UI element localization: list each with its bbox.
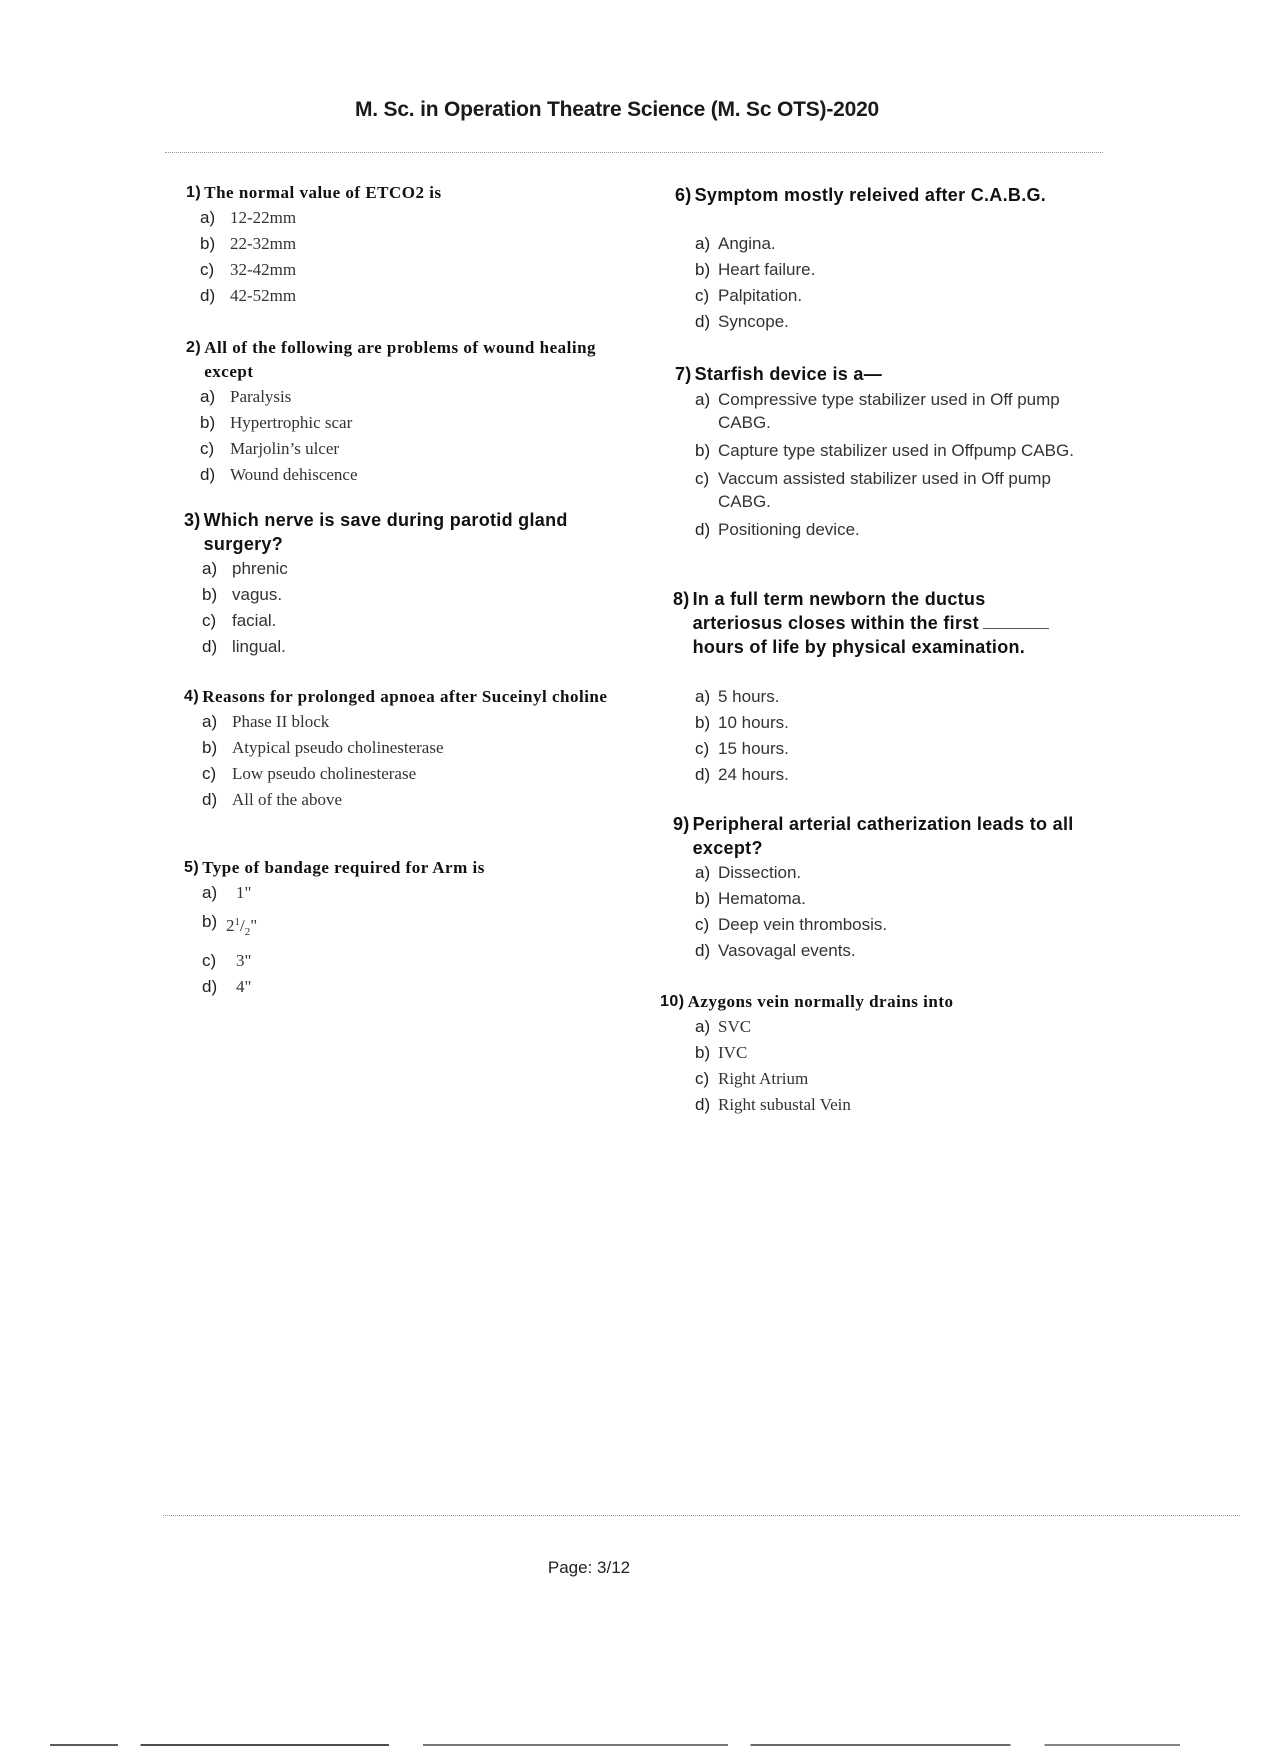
question-number: 8) xyxy=(673,589,690,609)
option-b: b) Hematoma. xyxy=(695,889,806,908)
option-c: c) Low pseudo cholinesterase xyxy=(202,764,417,783)
question-text: Reasons for prolonged apnoea after Suceinyl choline xyxy=(202,687,608,706)
option-b: b) Hypertrophic scar xyxy=(200,413,353,432)
option-c: c) 15 hours. xyxy=(695,739,789,758)
question-text: Symptom mostly releived after C.A.B.G. xyxy=(694,185,1047,205)
option-c: c) 3" xyxy=(202,951,252,970)
option-b: b) Heart failure. xyxy=(695,260,816,279)
page-title: M. Sc. in Operation Theatre Science (M. Sc OTS)-2020 xyxy=(354,98,880,121)
scan-artifact-line xyxy=(50,1744,1180,1746)
option-a: a) Phase II block xyxy=(202,712,330,731)
option-d: d) lingual. xyxy=(202,637,286,656)
option-d: d) Right subustal Vein xyxy=(695,1095,851,1114)
option-b: b) Atypical pseudo cholinesterase xyxy=(202,738,444,757)
option-c: c) 32-42mm xyxy=(200,260,297,279)
option-d: d) Positioning device. xyxy=(695,520,860,539)
question-number: 10) xyxy=(660,993,685,1010)
question-2 xyxy=(186,336,606,488)
option-a: a) Angina. xyxy=(695,234,776,253)
question-5 xyxy=(184,856,624,1000)
question-text: Starfish device is a— xyxy=(694,364,882,384)
option-a: a) phrenic xyxy=(202,559,288,578)
option-d: d) Syncope. xyxy=(695,312,789,331)
question-6 xyxy=(675,183,1115,335)
page-number: Page: 3/12 xyxy=(547,1558,631,1577)
option-c: c) facial. xyxy=(202,611,277,630)
option-c: c) Vaccum assisted stabilizer used in Off pump CABG. xyxy=(695,469,1051,511)
option-c: c) Palpitation. xyxy=(695,286,803,305)
question-number: 9) xyxy=(673,814,690,834)
question-number: 4) xyxy=(184,688,200,705)
option-b: b) 22-32mm xyxy=(200,234,297,253)
option-b: b) Capture type stabilizer used in Offpump CABG. xyxy=(695,441,1074,460)
option-b: b) IVC xyxy=(695,1043,748,1062)
option-a: a) 5 hours. xyxy=(695,687,780,706)
option-a: a) 1" xyxy=(202,883,252,902)
option-b: b) $2^1/_2$" xyxy=(184,906,624,948)
question-number: 3) xyxy=(184,510,201,530)
option-a: a) Paralysis xyxy=(200,387,292,406)
question-text: Which nerve is save during parotid gland surgery? xyxy=(203,510,568,554)
question-3 xyxy=(184,508,584,660)
question-text: All of the following are problems of wound healing except xyxy=(204,338,597,381)
question-number: 7) xyxy=(675,364,692,384)
option-b: b) 10 hours. xyxy=(695,713,789,732)
question-text: The normal value of ETCO2 is xyxy=(204,183,442,202)
option-a: a) 12-22mm xyxy=(200,208,297,227)
question-7 xyxy=(675,362,1095,546)
option-c: c) Right Atrium xyxy=(695,1069,809,1088)
answer-blank xyxy=(983,614,1049,629)
option-d: d) Wound dehiscence xyxy=(200,465,358,484)
question-text: Peripheral arterial catherization leads to all except? xyxy=(692,814,1074,858)
option-c: c) Marjolin’s ulcer xyxy=(200,439,340,458)
header-divider xyxy=(165,152,1103,153)
option-d: d) All of the above xyxy=(202,790,342,809)
question-number: 2) xyxy=(186,339,202,356)
option-d: d) 24 hours. xyxy=(695,765,789,784)
question-number: 1) xyxy=(186,184,202,201)
question-number: 6) xyxy=(675,185,692,205)
option-d: d) Vasovagal events. xyxy=(695,941,856,960)
question-text: Azygons vein normally drains into xyxy=(687,992,954,1011)
question-1 xyxy=(186,181,626,309)
option-b: b) vagus. xyxy=(202,585,283,604)
question-4 xyxy=(184,685,624,813)
question-text: Type of bandage required for Arm is xyxy=(202,858,485,877)
fraction-value: $2^1/_2$" xyxy=(226,916,258,938)
option-c: c) Deep vein thrombosis. xyxy=(695,915,888,934)
footer-divider xyxy=(163,1515,1240,1516)
question-number: 5) xyxy=(184,859,200,876)
option-d: d) 42-52mm xyxy=(200,286,297,305)
question-text: In a full term newborn the ductus arteriosus closes within the first hours of life by physical examination. xyxy=(693,587,1049,659)
option-d: d) 4" xyxy=(202,977,252,996)
option-a: a) Dissection. xyxy=(695,863,802,882)
option-a: a) SVC xyxy=(695,1017,752,1036)
question-8 xyxy=(673,587,1113,788)
question-9 xyxy=(673,812,1108,964)
option-a: a) Compressive type stabilizer used in Off pump CABG. xyxy=(695,390,1060,432)
question-10 xyxy=(660,990,1100,1118)
